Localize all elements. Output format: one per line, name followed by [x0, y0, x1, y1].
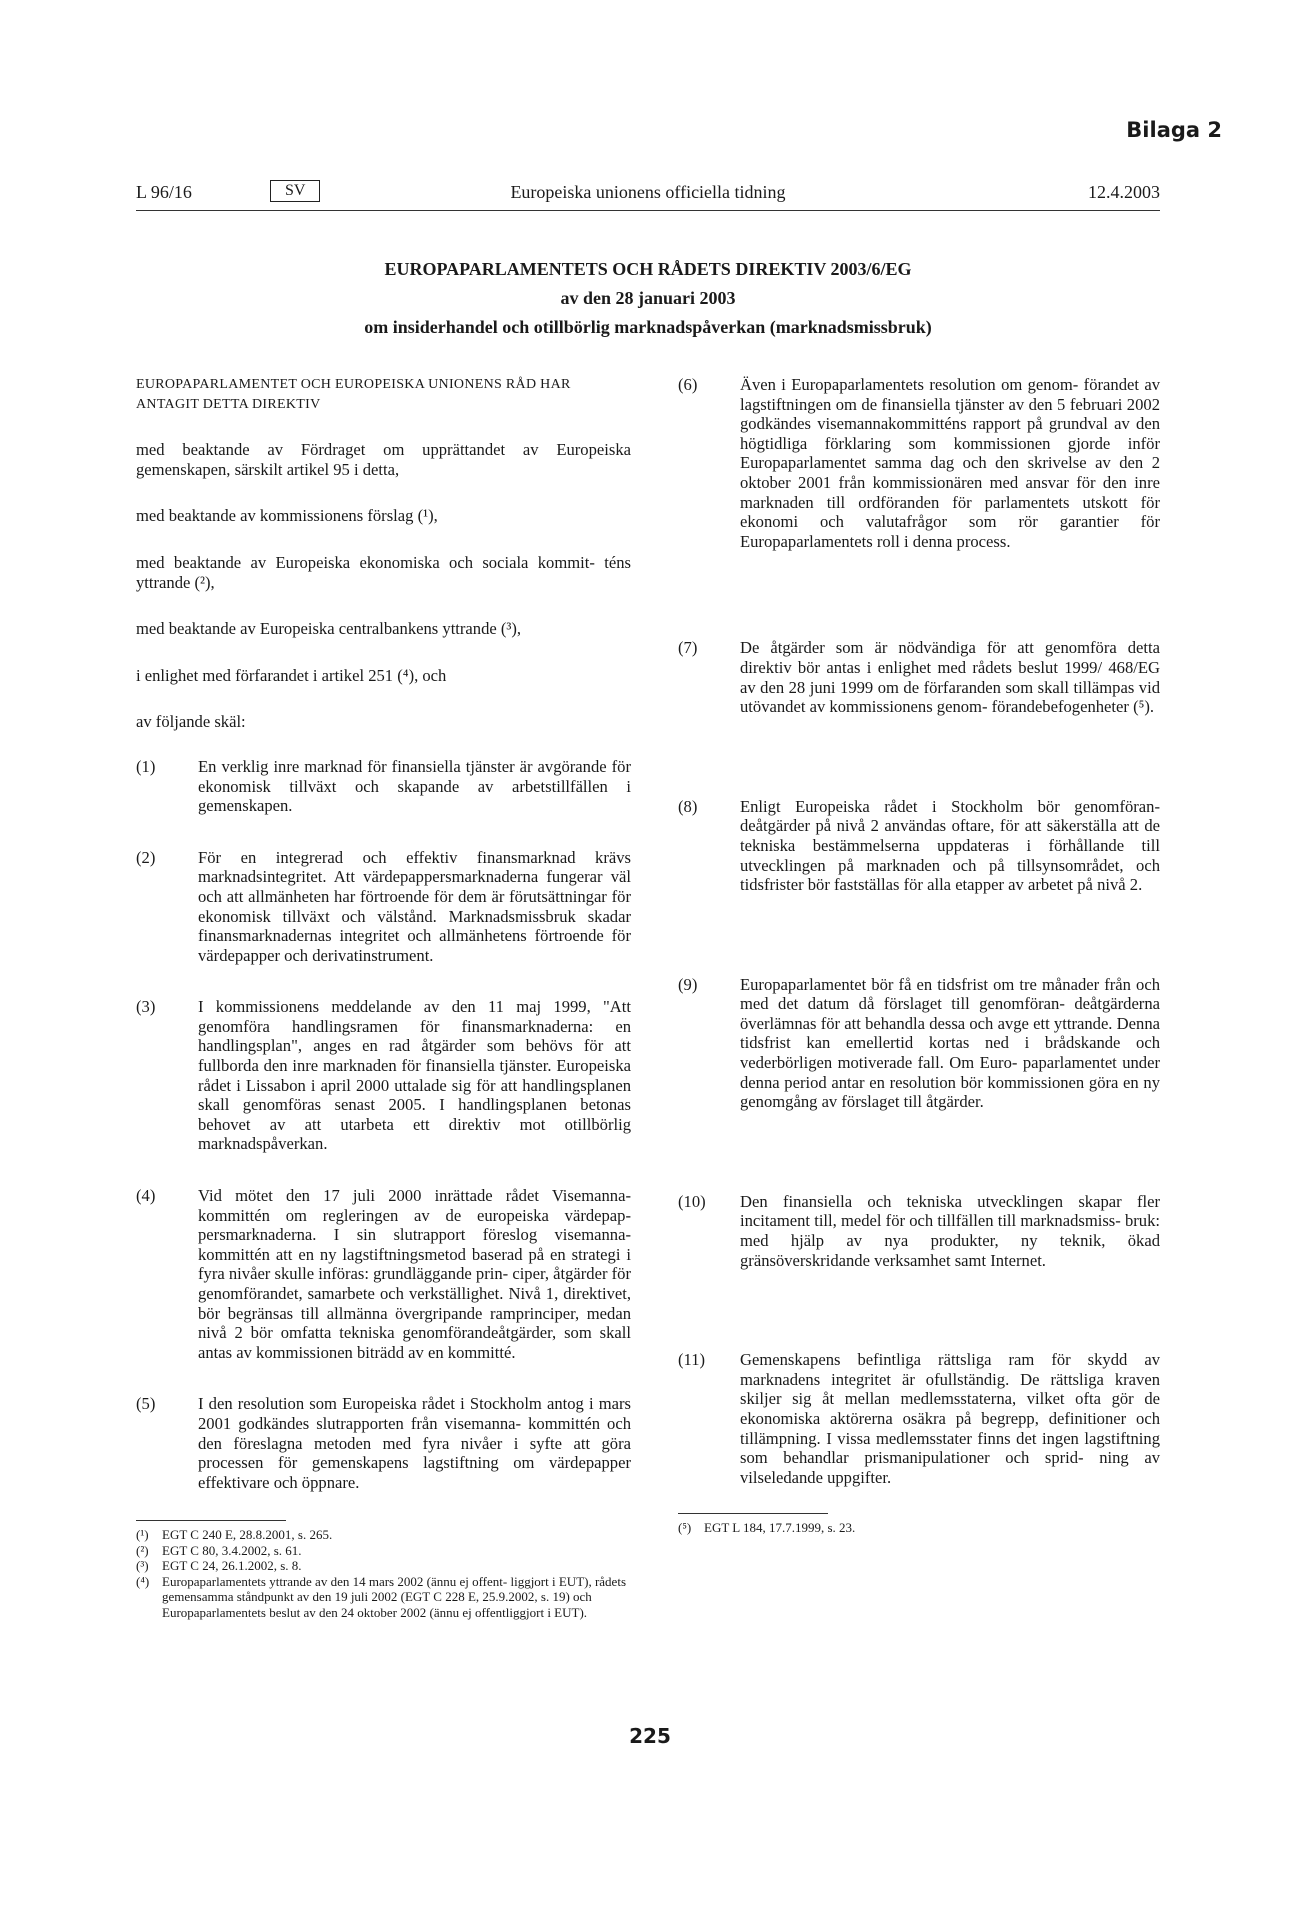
recital-text: I den resolution som Europeiska rådet i Stockholm antog i mars 2001 godkändes slutrapporten från visemanna- kommittén och den föreslagna metoden med fyra nivåer i syfte att göra processen för gemenskapens lagstiftning om värdepapper effektivare och öppnare.	[198, 1394, 631, 1492]
recital	[678, 797, 1160, 895]
recital-text: För en integrerad och effektiv finansmarknad krävs marknadsintegritet. Att värdepappersmarknaderna fungerar väl och att allmänheten har förtroende för dem är förutsättningar för ekonomisk tillväxt och välstånd. Marknadsmissbruk skadar finansmarknadernas integritet och allmänhetens förtroende för värdepapper och derivatinstrument.	[198, 847, 631, 965]
footnote-text: EGT L 184, 17.7.1999, s. 23.	[704, 1520, 856, 1536]
title-line-subject: om insiderhandel och otillbörlig marknadspåverkan (marknadsmissbruk)	[364, 317, 932, 337]
journal-header	[136, 180, 1160, 211]
recital-text: Vid mötet den 17 juli 2000 inrättade rådet Visemanna- kommittén om regleringen av de europeiska värdepap- persmarknaderna. I sin slutrapport föreslog visemanna- kommittén att en ny lagstiftningsmetod baserad på en strategi i fyra nivåer skulle införas: grundläggande prin- ciper, åtgärder för genomförandet, samarbete och verkställighet. Nivå 1, direktivet, bör begränsas till allmänna övergripande ramprinciper, medan nivå 2 bör omfatta tekniska genomförandeåtgärder, som skall antas av kommissionen biträdd av en kommitté.	[198, 1186, 631, 1362]
left-column	[136, 375, 631, 1620]
recital	[136, 757, 631, 816]
journal-title: Europeiska unionens officiella tidning	[510, 182, 786, 202]
footnote-text: Europaparlamentets yttrande av den 14 mars 2002 (ännu ej offent- liggjort i EUT), rådets gemensamma ståndpunkt av den 19 juli 2002 (EGT C 228 E, 25.9.2002, s. 19) och Europaparlamentets beslut av den 24 oktober 2002 (ännu ej offentliggjort i EUT).	[162, 1573, 627, 1620]
recital-number: (11)	[678, 1350, 706, 1370]
page-number: 225	[629, 1724, 671, 1748]
footnote-separator	[136, 1520, 286, 1521]
citation: i enlighet med förfarandet i artikel 251 (⁴), och	[136, 665, 447, 685]
recital-text: Den finansiella och tekniska utvecklingen skapar fler incitament till, medel för och tillfällen till marknadsmiss- bruk: med hjälp av nya produkter, ny teknik, ökad gränsöverskridande verksamhet samt Internet.	[740, 1191, 1160, 1270]
title-line-date: av den 28 januari 2003	[560, 288, 736, 308]
footnote-mark: (¹)	[136, 1527, 149, 1543]
citation: med beaktande av kommissionens förslag (¹),	[136, 506, 438, 526]
enacting-formula: EUROPAPARLAMENTET OCH EUROPEISKA UNIONENS RÅD HAR ANTAGIT DETTA DIREKTIV	[136, 377, 571, 412]
footnote	[678, 1520, 1160, 1536]
footnote	[136, 1558, 631, 1574]
recital-text: I kommissionens meddelande av den 11 maj 1999, "Att genomföra handlingsramen för finansmarknaderna: en handlingsplan", anges en rad åtgärder som behövs för att fullborda den inre marknaden för finansiella tjänster. Europeiska rådet i Lissabon i april 2000 uttalade sig för att handlingsplanen skall genomföras senast 2005. I handlingsplanen betonas behovet av att utarbeta ett direktiv mot otillbörlig marknadspåverkan.	[198, 997, 631, 1154]
publication-date: 12.4.2003	[1088, 182, 1160, 202]
recital-number: (2)	[136, 847, 156, 867]
recital	[136, 997, 631, 1154]
recital-number: (3)	[136, 997, 156, 1017]
recital	[136, 1394, 631, 1492]
recital-number: (9)	[678, 974, 698, 994]
recital-number: (7)	[678, 638, 698, 658]
recital-text: Även i Europaparlamentets resolution om genom- förandet av lagstiftningen om de finansiella tjänster av den 5 februari 2002 godkändes visemannakommitténs rapport på grundval av den högtidliga förklaring som kommissionen gjorde inför Europaparlamentet samma dag och den skrivelse av den 2 oktober 2001 från kommissionären med ansvar för den inre marknaden till ordföranden för parlamentets utskott för ekonomi och valutafrågor som rör garantier för Europaparlamentets roll i denna process.	[740, 375, 1160, 551]
footnote-mark: (²)	[136, 1542, 149, 1558]
recital-number: (8)	[678, 796, 698, 816]
footnote-text: EGT C 80, 3.4.2002, s. 61.	[162, 1542, 302, 1558]
journal-reference: L 96/16	[136, 182, 192, 202]
footnote-mark: (³)	[136, 1558, 149, 1574]
recital	[678, 1192, 1160, 1270]
title-line-directive: EUROPAPARLAMENTETS OCH RÅDETS DIREKTIV 2003/6/EG	[384, 259, 912, 279]
recital	[136, 848, 631, 966]
footnote-mark: (⁵)	[678, 1520, 692, 1536]
citation: med beaktande av Fördraget om upprättandet av Europeiska gemenskapen, särskilt artikel 95 i detta,	[136, 440, 631, 479]
footnote-separator	[678, 1513, 828, 1514]
recital	[678, 975, 1160, 1112]
footnote	[136, 1543, 631, 1559]
recital	[678, 638, 1160, 716]
footnote	[136, 1527, 631, 1543]
citation: med beaktande av Europeiska centralbankens yttrande (³),	[136, 619, 522, 639]
recital-text: Enligt Europeiska rådet i Stockholm bör genomföran- deåtgärder på nivå 2 användas oftare, för att säkerställa att de tekniska bestämmelserna uppdateras i förhållande till utvecklingen på marknaden och på tillsynsområdet, och tidsfrister bör fastställas för alla etapper av arbetet på nivå 2.	[740, 796, 1160, 895]
footnote-mark: (⁴)	[136, 1573, 150, 1589]
recital-text: Europaparlamentet bör få en tidsfrist om tre månader från och med det datum då förslaget till genomföran- deåtgärderna överlämnas för att behandla dessa och avge ett yttrande. Denna tidsfrist kan emellertid kortas ned i brådskande och vederbörligen motiverade fall. Om Euro- paparlamentet under denna period antar en resolution bör kommissionen göra en ny genomgång av förslaget till åtgärder.	[740, 974, 1160, 1112]
recital-text: Gemenskapens befintliga rättsliga ram för skydd av marknadens integritet är ofullständig. De rättsliga kraven skiljer sig åt mellan medlemsstaterna, vilket ofta gör de ekonomiska aktörerna osäkra på begrepp, definitioner och tillämpning. I vissa medlemsstater finns det ingen lagstiftning som behandlar prismanipulationer och sprid- ning av vilseledande uppgifter.	[740, 1350, 1160, 1487]
recital	[136, 1186, 631, 1362]
document-title	[136, 255, 1160, 342]
annex-label: Bilaga 2	[1126, 118, 1222, 142]
citation: med beaktande av Europeiska ekonomiska och sociala kommit- téns yttrande (²),	[136, 552, 631, 592]
citation: av följande skäl:	[136, 712, 246, 732]
footnote-text: EGT C 240 E, 28.8.2001, s. 265.	[162, 1527, 333, 1543]
recital-text: En verklig inre marknad för finansiella tjänster är avgörande för ekonomisk tillväxt och skapande av arbetstillfällen i gemenskapen.	[198, 756, 631, 816]
recital-number: (6)	[678, 375, 698, 394]
footnote-text: EGT C 24, 26.1.2002, s. 8.	[162, 1558, 302, 1574]
recital-number: (1)	[136, 756, 156, 776]
right-column	[678, 375, 1160, 1536]
recital	[678, 375, 1160, 551]
recital	[678, 1350, 1160, 1487]
recital-number: (10)	[678, 1191, 706, 1211]
recital-number: (4)	[136, 1186, 156, 1206]
language-code-box: SV	[270, 180, 320, 202]
recital-text: De åtgärder som är nödvändiga för att genomföra detta direktiv bör antas i enlighet med rådets beslut 1999/ 468/EG av den 28 juni 1999 om de förfaranden som skall tillämpas vid utövandet av kommissionens genom- förandebefogenheter (⁵).	[740, 638, 1160, 717]
footnote	[136, 1574, 631, 1621]
recital-number: (5)	[136, 1394, 156, 1414]
